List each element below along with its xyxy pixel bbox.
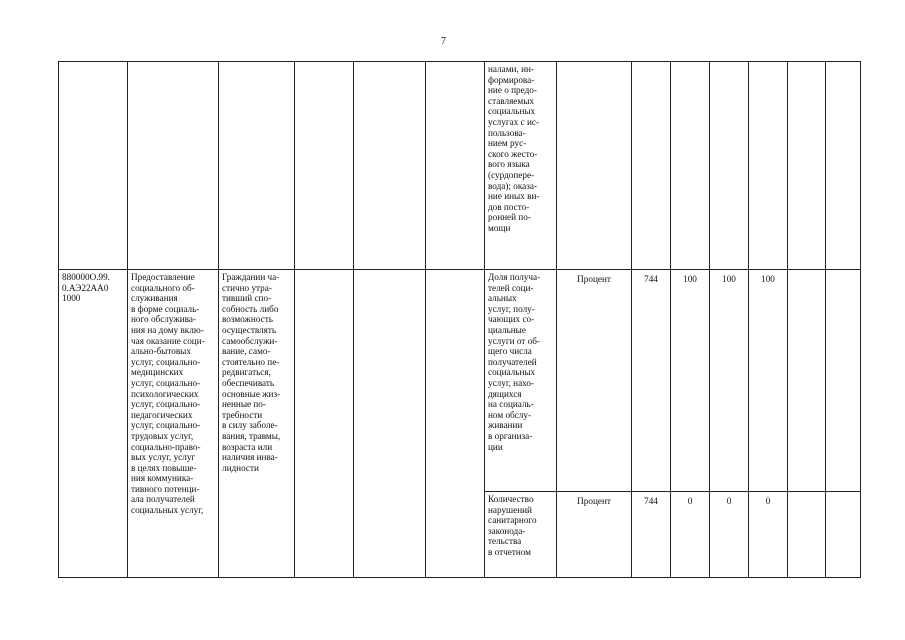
cell-value [749, 62, 788, 270]
cell-value [671, 62, 710, 270]
cell-category [219, 62, 295, 270]
cell-empty [426, 62, 485, 270]
cell-okei: 744 [632, 270, 671, 492]
cell-code: 880000О.99. 0.АЭ22АА0 1000 [59, 270, 128, 578]
cell-empty [826, 270, 861, 492]
cell-value-year2: 100 [710, 270, 749, 492]
cell-unit: Процент [557, 270, 632, 492]
cell-empty [295, 270, 354, 578]
cell-service [128, 62, 219, 270]
cell-value-year1: 100 [671, 270, 710, 492]
cell-empty [295, 62, 354, 270]
cell-okei [632, 62, 671, 270]
service-table [58, 61, 861, 578]
cell-empty [788, 270, 826, 492]
page-number: 7 [441, 36, 446, 47]
cell-value-year3: 100 [749, 270, 788, 492]
cell-empty [788, 492, 826, 578]
cell-value-year2: 0 [710, 492, 749, 578]
table-row-continuation [59, 62, 861, 270]
table-row-service [59, 270, 861, 492]
cell-value [710, 62, 749, 270]
cell-value-year3: 0 [749, 492, 788, 578]
cell-indicator: Доля получа- телей соци- альных услуг, полу- чающих со- циальные услуги от об- щего числа получателей социальных услуг, нахо- дящихся на социаль- ном обслу- живании в организа- ции [485, 270, 557, 492]
cell-empty [354, 270, 426, 578]
cell-empty [354, 62, 426, 270]
cell-value-year1: 0 [671, 492, 710, 578]
cell-empty [426, 270, 485, 578]
cell-indicator: налами, ин- формирова- ние о предо- ставляемых социальных услугах с ис- пользова- нием рус- ского жесто- вого языка (сурдопере- вода); оказа- ние иных ви- дов посто- ронней по- мощи [485, 62, 557, 270]
cell-empty [826, 492, 861, 578]
cell-category: Граждании ча- стично утра- тивший спо- собность либо возможность осуществлять самообслужи- вание, само- стоятельно пе- редвигаться, обеспечивать основные жиз- ненные по- требности в силу заболе- вания, травмы, возраста или наличия инва- лидности [219, 270, 295, 578]
cell-unit [557, 62, 632, 270]
cell-empty [788, 62, 826, 270]
cell-okei: 744 [632, 492, 671, 578]
cell-unit: Процент [557, 492, 632, 578]
cell-code [59, 62, 128, 270]
cell-service: Предоставление социального об- служивания в форме социаль- ного обслужива- ния на дому вклю- чая оказание соци- ально-бытовых услуг, социально- медицинских услуг, социально- психологических услуг, социально- педагогических услуг, социально- трудовых услуг, социально-право- вых услуг, услуг в целях повыше- ния коммуника- тивного потенци- ала получателей социальных услуг, [128, 270, 219, 578]
cell-empty [826, 62, 861, 270]
cell-indicator: Количество нарушений санитарного законода- тельства в отчетном [485, 492, 557, 578]
